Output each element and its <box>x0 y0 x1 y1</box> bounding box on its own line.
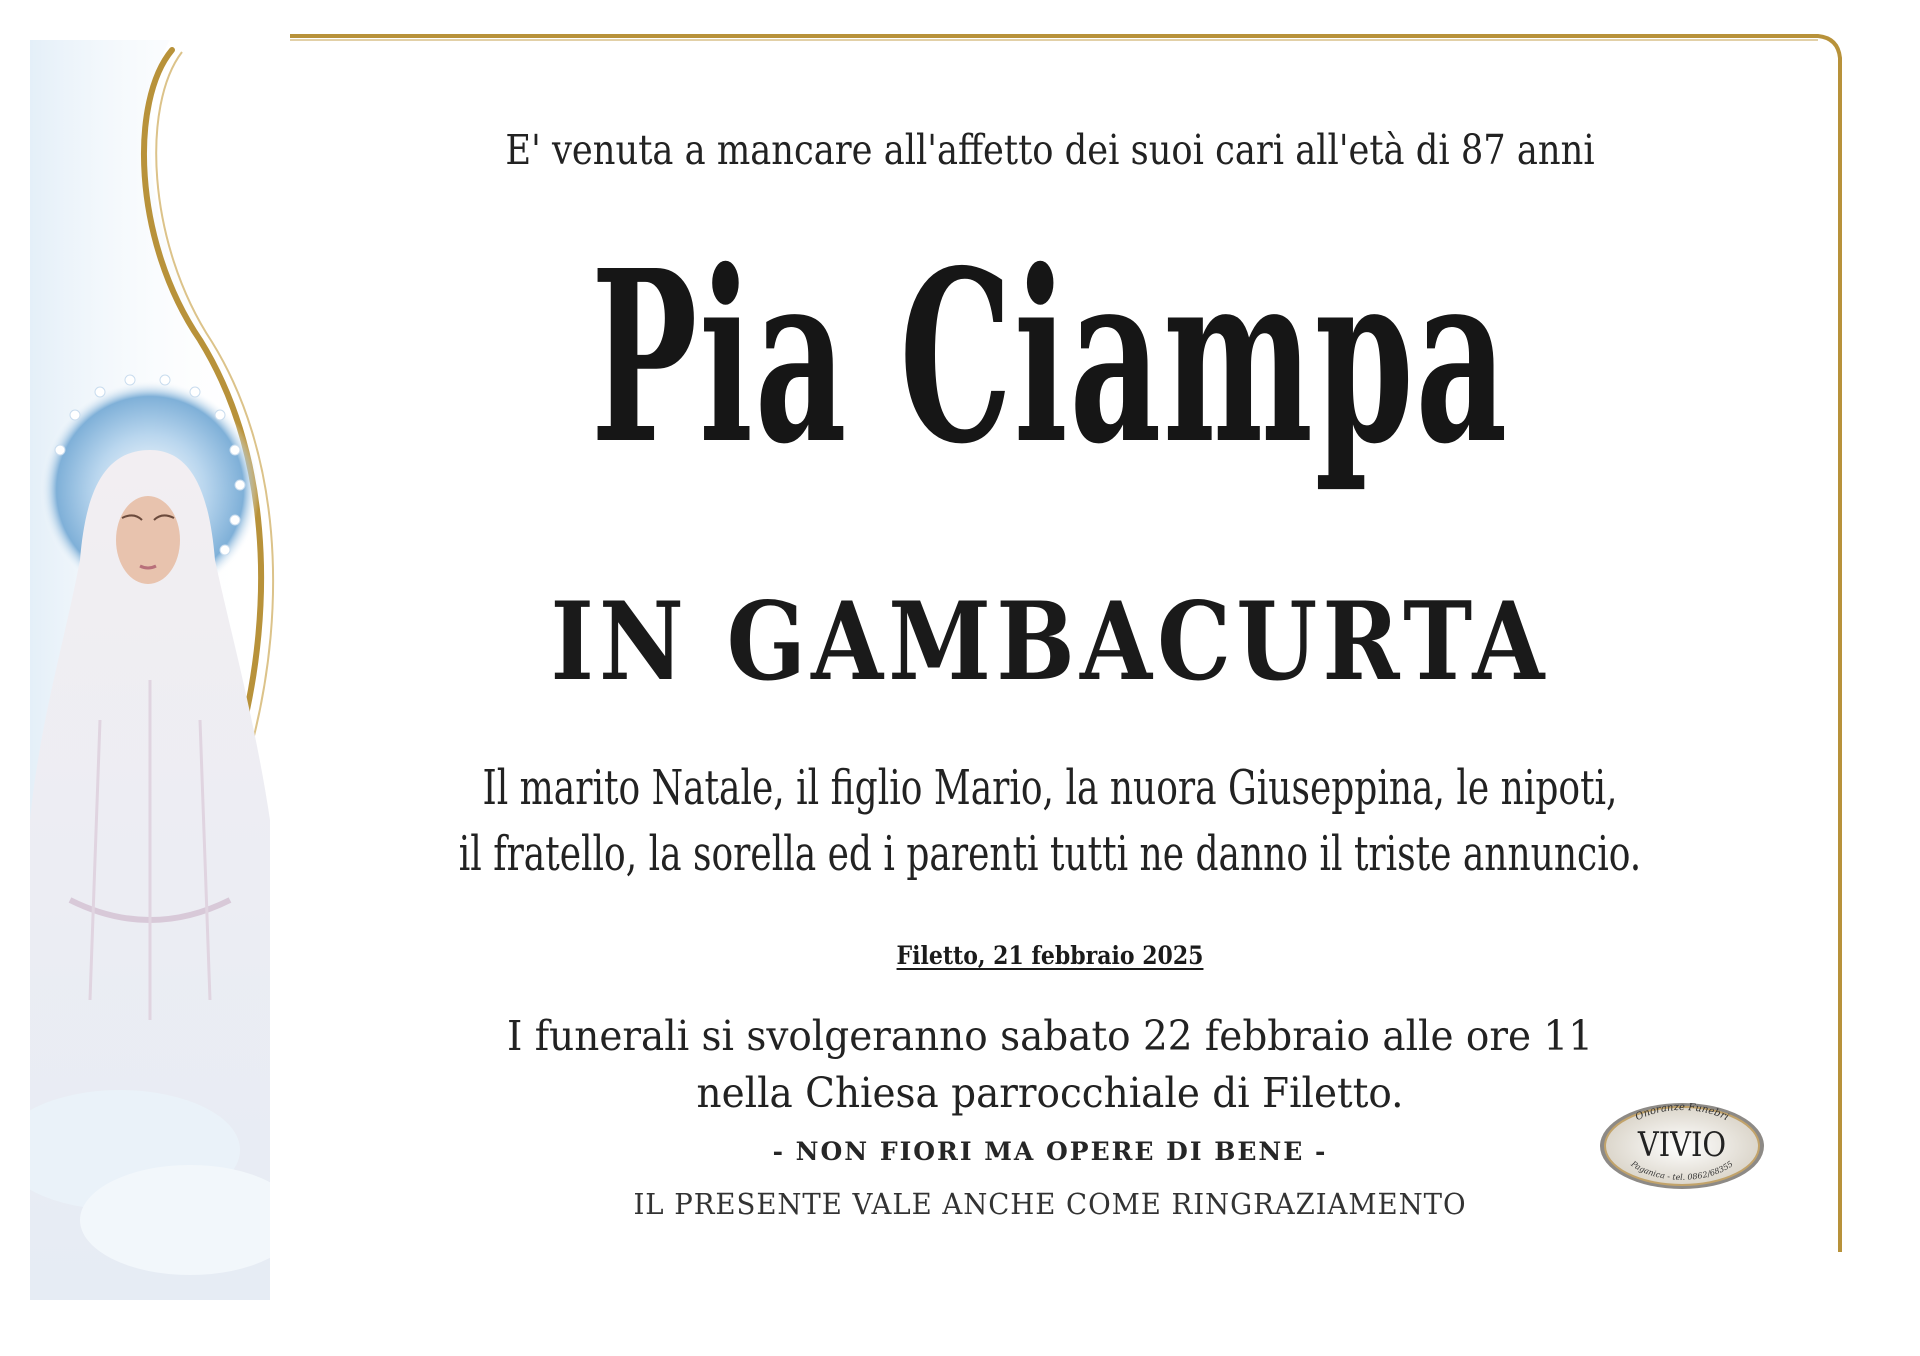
funeral-info-line-1: I funerali si svolgeranno sabato 22 febbraio alle ore 11 <box>507 1012 1593 1060</box>
svg-text:Paganica - tel. 0862/68355: Paganica - tel. 0862/68355 <box>1629 1159 1735 1182</box>
place-date <box>205 941 1895 970</box>
place-date-text: Filetto, 21 febbraio 2025 <box>896 941 1204 970</box>
family-announcement-line-2: il fratello, la sorella ed i parenti tutti ne danno il triste annuncio. <box>458 826 1642 882</box>
family-announcement-line-1: Il marito Natale, il figlio Mario, la nuora Giuseppina, le nipoti, <box>482 760 1618 816</box>
thanks-note: IL PRESENTE VALE ANCHE COME RINGRAZIAMENTO <box>633 1187 1467 1221</box>
svg-text:Onoranze Funebri: Onoranze Funebri <box>1633 1101 1731 1124</box>
intro-text: E' venuta a mancare all'affetto dei suoi cari all'età di 87 anni <box>505 126 1595 174</box>
funeral-info-line-2: nella Chiesa parrocchiale di Filetto. <box>696 1069 1404 1117</box>
no-flowers-note: - NON FIORI MA OPERE DI BENE - <box>772 1137 1328 1166</box>
funeral-home-logo <box>1597 1100 1767 1192</box>
married-name: IN GAMBACURTA <box>550 579 1550 705</box>
svg-text:VIVIO: VIVIO <box>1637 1125 1727 1165</box>
deceased-name: Pia Ciampa <box>590 218 1510 496</box>
